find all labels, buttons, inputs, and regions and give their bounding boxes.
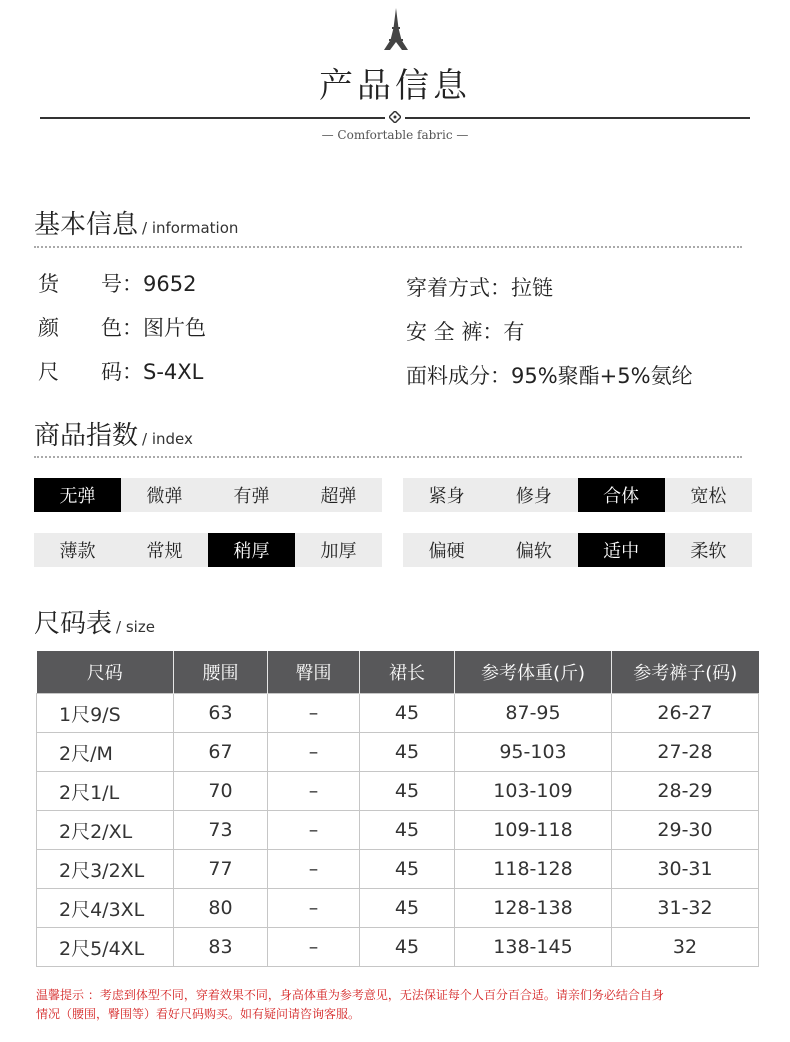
table-cell: 138-145: [455, 928, 612, 967]
column-header: 参考体重(斤): [455, 651, 612, 694]
column-header: 裙长: [360, 651, 455, 694]
table-cell: 45: [360, 889, 455, 928]
info-key: 安 全 裤：: [406, 320, 504, 344]
index-option: 偏软: [515, 541, 552, 562]
table-cell: 45: [360, 772, 455, 811]
index-option: 紧身: [428, 486, 465, 507]
table-cell: 45: [360, 928, 455, 967]
column-header: 腰围: [174, 651, 268, 694]
page-subtitle: — Comfortable fabric —: [321, 128, 469, 142]
table-cell: –: [268, 694, 360, 733]
table-cell: 70: [174, 772, 268, 811]
table-cell: 80: [174, 889, 268, 928]
index-option: 薄款: [59, 541, 96, 562]
table-row: [37, 772, 759, 811]
table-row: [37, 889, 759, 928]
table-cell: –: [268, 850, 360, 889]
index-option: 有弹: [233, 486, 270, 507]
table-cell: –: [268, 811, 360, 850]
index-option: 宽松: [690, 486, 727, 507]
info-key: 颜 色：: [38, 316, 143, 340]
header-divider-right: [405, 117, 750, 119]
table-cell: 2尺5/4XL: [37, 928, 174, 967]
index-group-elasticity: [34, 478, 382, 512]
notice-line-2: 情况（腰围，臀围等）看好尺码购买。如有疑问请咨询客服。: [36, 1007, 361, 1021]
diamond-ornament-icon: [389, 111, 401, 123]
size-table: [36, 651, 759, 967]
index-option: 适中: [578, 533, 665, 567]
table-cell: 77: [174, 850, 268, 889]
index-title: [34, 415, 193, 452]
info-item-safety-shorts: [406, 316, 524, 346]
table-cell: 2尺3/2XL: [37, 850, 174, 889]
table-cell: 45: [360, 694, 455, 733]
table-cell: 32: [612, 928, 759, 967]
info-value: 95%聚酯+5%氨纶: [511, 364, 693, 388]
info-key: 面料成分：: [406, 364, 511, 388]
table-cell: 73: [174, 811, 268, 850]
size-table-title: [34, 603, 155, 640]
table-row: [37, 694, 759, 733]
table-cell: 45: [360, 733, 455, 772]
info-value: 有: [503, 320, 525, 344]
size-table-header-row: [37, 651, 759, 694]
table-cell: 45: [360, 811, 455, 850]
info-key: 货 号：: [38, 272, 143, 296]
index-option: 微弹: [146, 486, 183, 507]
info-item-size: [38, 356, 203, 386]
table-cell: 2尺4/3XL: [37, 889, 174, 928]
table-row: [37, 733, 759, 772]
info-item-fabric: [406, 360, 693, 390]
page-title: 产品信息: [319, 66, 471, 106]
table-cell: 2尺1/L: [37, 772, 174, 811]
table-cell: 63: [174, 694, 268, 733]
column-header: 参考裤子(码): [612, 651, 759, 694]
table-row: [37, 850, 759, 889]
table-cell: –: [268, 889, 360, 928]
table-cell: 26-27: [612, 694, 759, 733]
info-item-closure: [406, 272, 553, 302]
table-cell: 109-118: [455, 811, 612, 850]
index-group-softness: [403, 533, 752, 567]
table-cell: 31-32: [612, 889, 759, 928]
table-cell: –: [268, 772, 360, 811]
index-option: 修身: [515, 486, 552, 507]
index-option: 加厚: [320, 541, 357, 562]
table-row: [37, 928, 759, 967]
info-key: 穿着方式：: [406, 276, 511, 300]
table-cell: –: [268, 928, 360, 967]
table-cell: 67: [174, 733, 268, 772]
info-value: 9652: [143, 272, 197, 296]
index-group-fit: [403, 478, 752, 512]
table-cell: 95-103: [455, 733, 612, 772]
basic-info-title: [34, 204, 238, 241]
index-option: 无弹: [34, 478, 121, 512]
table-cell: 1尺9/S: [37, 694, 174, 733]
basic-info-title-en: / information: [142, 219, 239, 237]
table-cell: –: [268, 733, 360, 772]
table-cell: 45: [360, 850, 455, 889]
info-key: 尺 码：: [38, 360, 143, 384]
table-cell: 2尺/M: [37, 733, 174, 772]
table-cell: 2尺2/XL: [37, 811, 174, 850]
eiffel-tower-icon: [381, 8, 411, 50]
info-value: 拉链: [511, 276, 553, 300]
table-cell: 29-30: [612, 811, 759, 850]
table-cell: 103-109: [455, 772, 612, 811]
info-value: 图片色: [143, 316, 206, 340]
column-header: 尺码: [37, 651, 174, 694]
info-value: S-4XL: [143, 360, 204, 384]
index-option: 合体: [578, 478, 665, 512]
table-row: [37, 811, 759, 850]
index-divider: [34, 456, 742, 458]
table-cell: 28-29: [612, 772, 759, 811]
basic-info-title-cn: 基本信息: [34, 210, 139, 240]
size-title-cn: 尺码表: [34, 609, 113, 639]
table-cell: 128-138: [455, 889, 612, 928]
table-cell: 118-128: [455, 850, 612, 889]
index-option: 柔软: [690, 541, 727, 562]
notice-text: [36, 986, 756, 1024]
notice-line-1: 温馨提示 ：考虑到体型不同，穿着效果不同，身高体重为参考意见，无法保证每个人百分百合适。请亲们务必结合自身: [36, 988, 664, 1002]
index-option: 超弹: [320, 486, 357, 507]
info-item-sku: [38, 268, 196, 298]
table-cell: 83: [174, 928, 268, 967]
index-title-en: / index: [142, 430, 193, 448]
size-title-en: / size: [116, 618, 155, 636]
index-title-cn: 商品指数: [34, 421, 139, 451]
column-header: 臀围: [268, 651, 360, 694]
index-group-thickness: [34, 533, 382, 567]
table-cell: 30-31: [612, 850, 759, 889]
basic-info-divider: [34, 246, 742, 248]
index-option: 稍厚: [208, 533, 295, 567]
table-cell: 27-28: [612, 733, 759, 772]
info-item-color: [38, 312, 206, 342]
index-option: 偏硬: [428, 541, 465, 562]
table-cell: 87-95: [455, 694, 612, 733]
index-option: 常规: [146, 541, 183, 562]
header-divider-left: [40, 117, 385, 119]
